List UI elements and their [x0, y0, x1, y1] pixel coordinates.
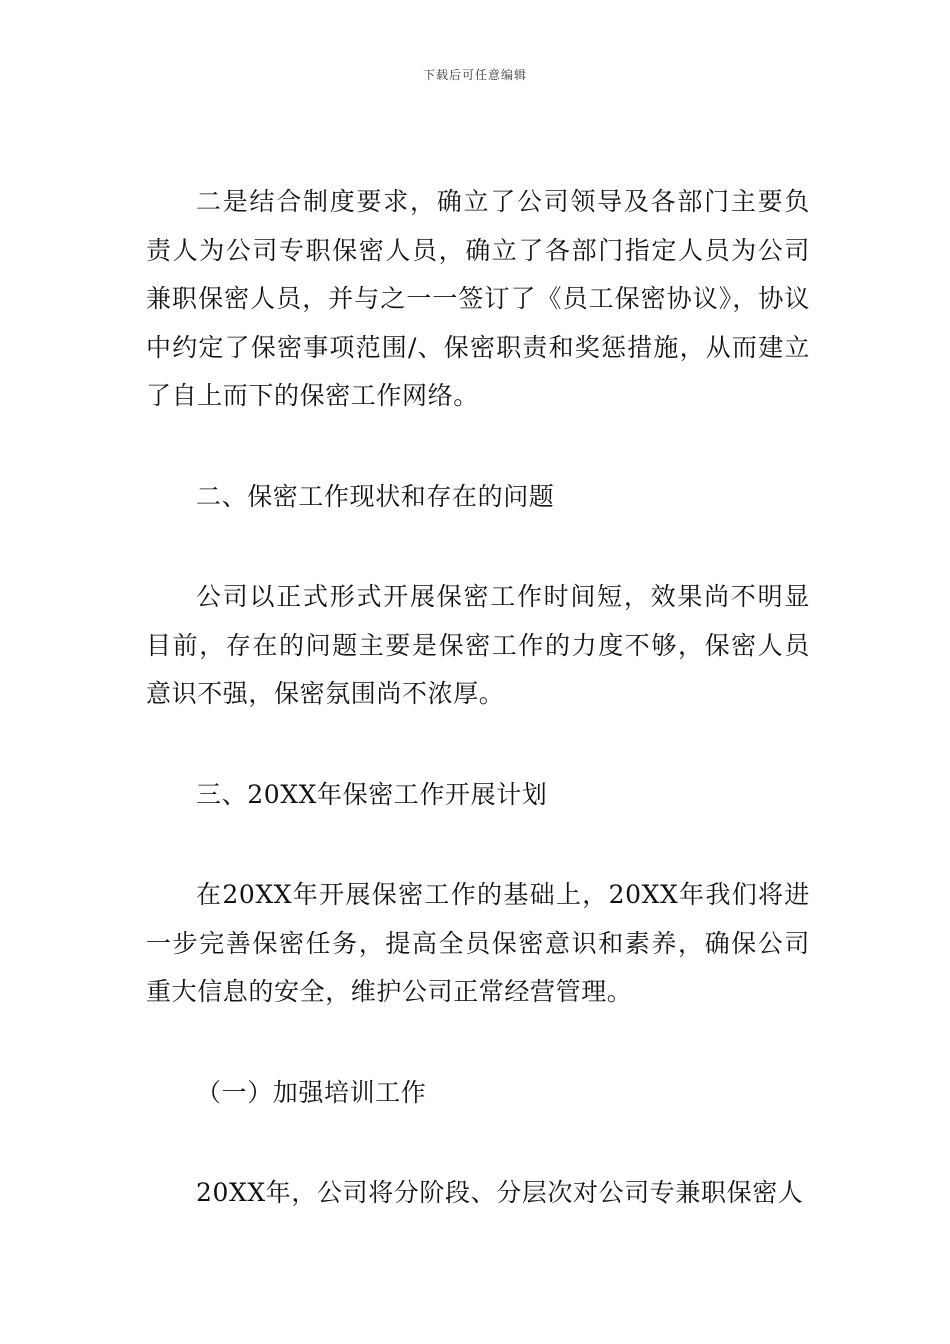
paragraph-current-problems: 公司以正式形式开展保密工作时间短，效果尚不明显目前，存在的问题主要是保密工作的力度不够，保密人员意识不强，保密氛围尚不浓厚。	[146, 582, 810, 708]
paragraph-training-start: 20XX年，公司将分阶段、分层次对公司专兼职保密人	[196, 1178, 804, 1207]
subsection-heading-training: （一）加强培训工作	[196, 1077, 427, 1107]
page-header-note: 下载后可任意编辑	[422, 68, 527, 82]
section-heading-status-problems: 二、保密工作现状和存在的问题	[196, 481, 555, 511]
paragraph-confidential-personnel: 二是结合制度要求，确立了公司领导及各部门主要负责人为公司专职保密人员，确立了各部门指定人员为公司兼职保密人员，并与之一一签订了《员工保密协议》，协议中约定了保密事项范围/、保密职责和奖惩措施，从而建立了自上而下的保密工作网络。	[146, 187, 810, 410]
section-heading-annual-plan: 三、20XX年保密工作开展计划	[196, 779, 548, 809]
paragraph-plan-goals: 在20XX年开展保密工作的基础上，20XX年我们将进一步完善保密任务，提高全员保密意识和素养，确保公司重大信息的安全，维护公司正常经营管理。	[146, 880, 810, 1006]
document-body	[146, 178, 810, 1218]
